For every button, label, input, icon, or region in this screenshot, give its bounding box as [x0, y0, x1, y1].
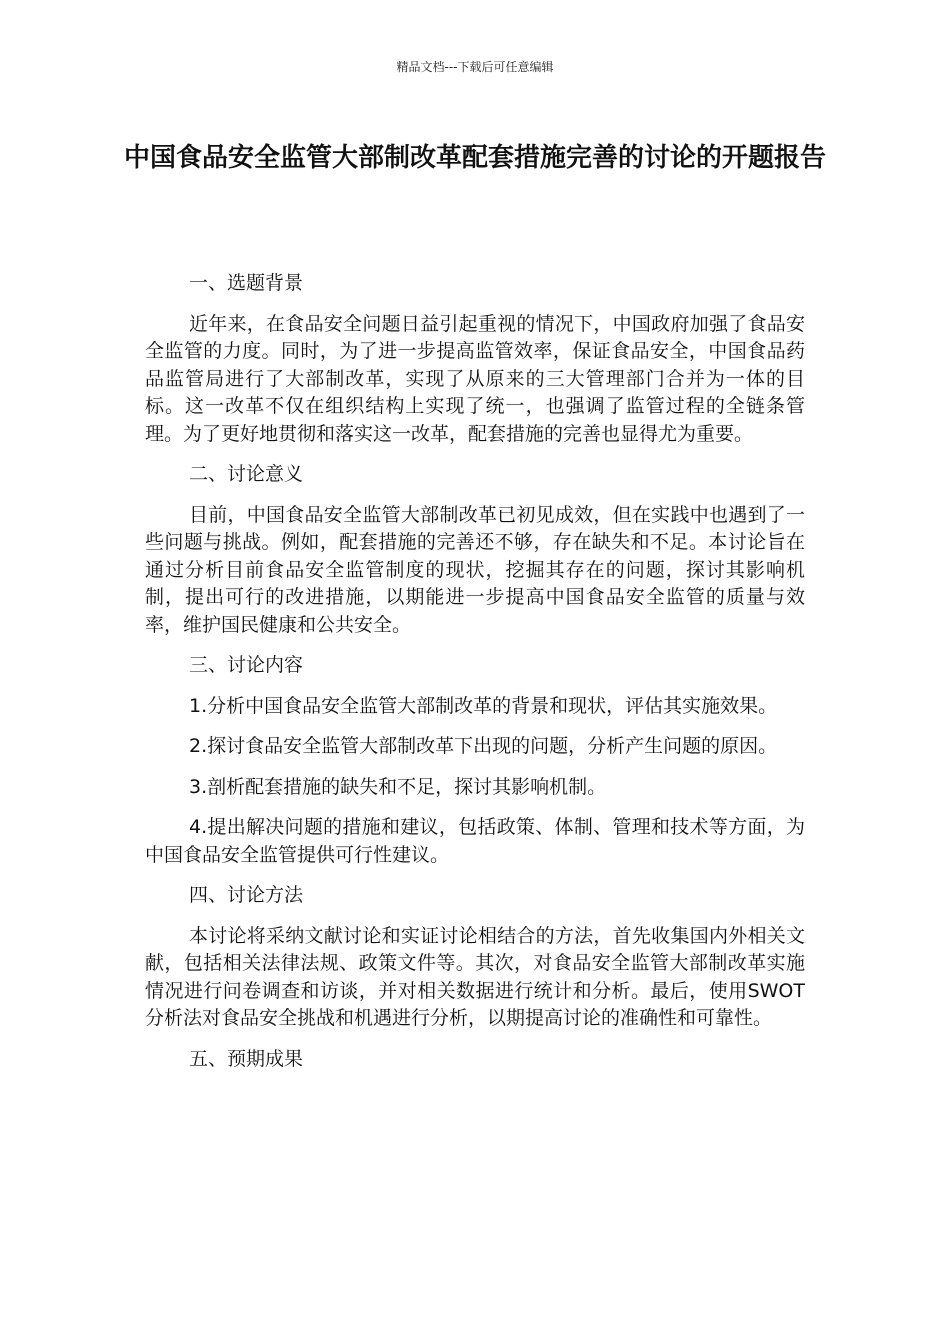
header-note: 精品文档---下载后可任意编辑: [396, 60, 554, 74]
section-heading-expected-results: 五、预期成果: [189, 1047, 304, 1070]
section-heading-significance: 二、讨论意义: [189, 463, 304, 485]
document-body: [145, 270, 805, 1086]
section-heading-background: 一、选题背景: [189, 272, 304, 294]
section-heading-method: 四、讨论方法: [189, 884, 304, 906]
paragraph-method: 本讨论将采纳文献讨论和实证讨论相结合的方法，首先收集国内外相关文献，包括相关法律法规、政策文件等。其次，对食品安全监管大部制改革实施情况进行问卷调查和访谈，并对相关数据进行统计和分析。最后，使用SWOT分析法对食品安全挑战和机遇进行分析，以期提高讨论的准确性和可靠性。: [145, 924, 805, 1029]
paragraph-background: 近年来，在食品安全问题日益引起重视的情况下，中国政府加强了食品安全监管的力度。同时，为了进一步提高监管效率，保证食品安全，中国食品药品监管局进行了大部制改革，实现了从原来的三大管理部门合并为一体的目标。这一改革不仅在组织结构上实现了统一，也强调了监管过程的全链条管理。为了更好地贯彻和落实这一改革，配套措施的完善也显得尤为重要。: [145, 312, 805, 445]
content-item-3: 3.剖析配套措施的缺失和不足，探讨其影响机制。: [189, 775, 607, 798]
section-heading-content: 三、讨论内容: [189, 654, 304, 676]
content-item-2: 2.探讨食品安全监管大部制改革下出现的问题，分析产生问题的原因。: [189, 735, 778, 757]
paragraph-significance: 目前，中国食品安全监管大部制改革已初见成效，但在实践中也遇到了一些问题与挑战。例如，配套措施的完善还不够，存在缺失和不足。本讨论旨在通过分析目前食品安全监管制度的现状，挖掘其存在的问题，探讨其影响机制，提出可行的改进措施，以期能进一步提高中国食品安全监管的质量与效率，维护国民健康和公共安全。: [145, 503, 805, 636]
document-title: 中国食品安全监管大部制改革配套措施完善的讨论的开题报告: [123, 143, 826, 173]
content-item-1: 1.分析中国食品安全监管大部制改革的背景和现状，评估其实施效果。: [189, 694, 778, 717]
content-item-4: 4.提出解决问题的措施和建议，包括政策、体制、管理和技术等方面，为中国食品安全监管提供可行性建议。: [145, 816, 805, 866]
